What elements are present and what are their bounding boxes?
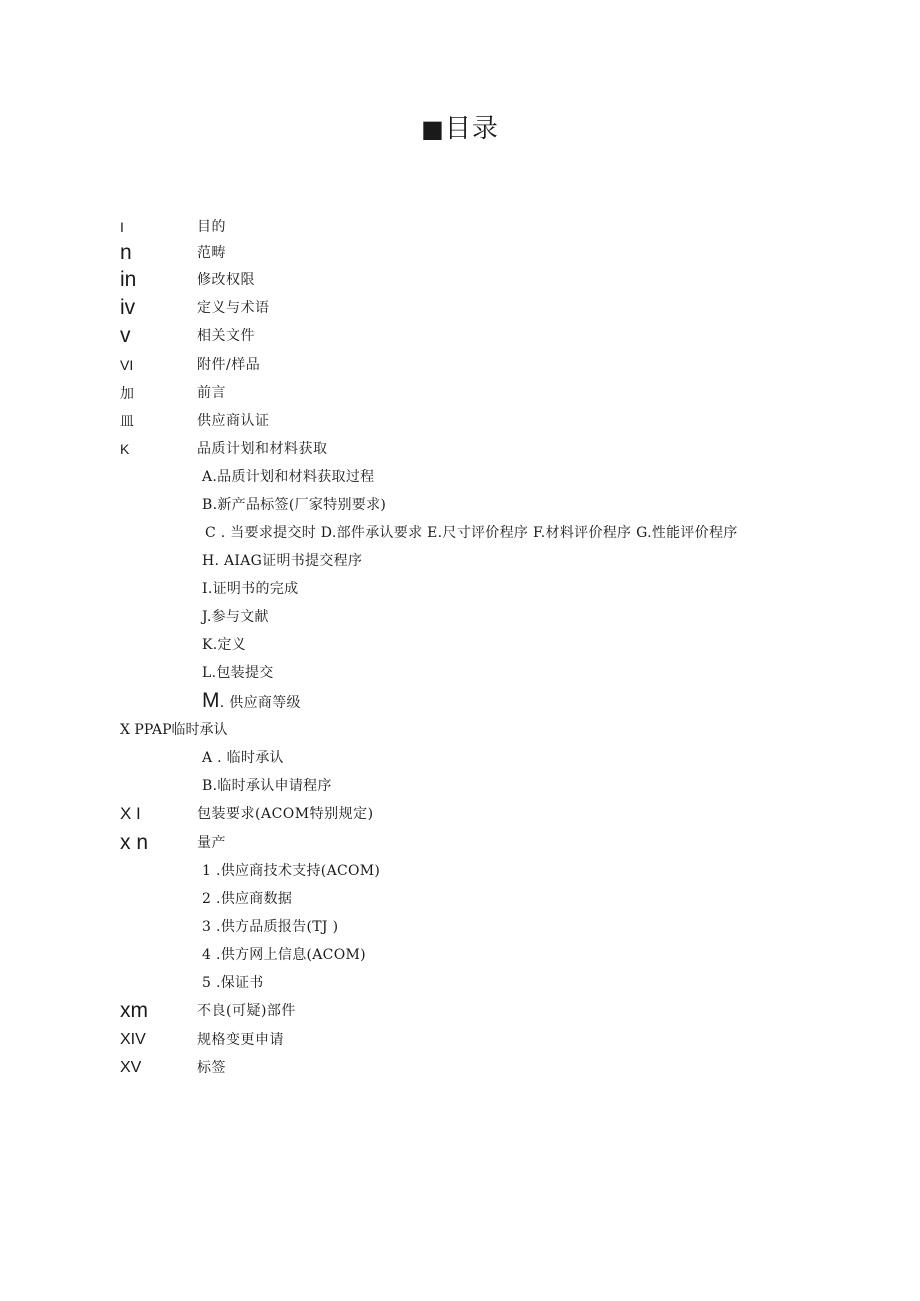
- toc-subentry-label: C . 当要求提交时 D.部件承认要求 E.尺寸评价程序 F.材料评价程序 G.性能评价程序: [205, 525, 738, 541]
- toc-entry-number: VI: [120, 357, 134, 373]
- toc-subentry-label: L.包装提交: [202, 665, 274, 681]
- toc-entry-label: 定义与术语: [197, 300, 270, 316]
- toc-entry-label: 包装要求(ACOM特别规定): [197, 806, 374, 822]
- toc-subentry-label: J.参与文献: [202, 609, 269, 625]
- toc-entry-number: v: [120, 324, 131, 347]
- toc-entry-number: XV: [120, 1059, 142, 1076]
- toc-entry-label: 标签: [197, 1060, 226, 1076]
- toc-subentry-label: 5 .保证书: [202, 975, 264, 991]
- toc-entry-number: n: [120, 241, 132, 264]
- toc-subentry-label: 2 .供应商数据: [202, 891, 293, 907]
- toc-entry-label: 相关文件: [197, 328, 255, 344]
- toc-entry-label: 品质计划和材料获取: [197, 441, 328, 457]
- toc-entry-label: 量产: [197, 835, 226, 851]
- toc-subentry-text: . 供应商等级: [219, 695, 301, 711]
- toc-entry-number: iv: [120, 296, 136, 319]
- toc-entry-label: 范畴: [197, 245, 226, 261]
- toc-entry-label: 目的: [197, 219, 226, 235]
- toc-entry-label: 附件/样品: [197, 357, 261, 373]
- square-bullet-icon: ■: [421, 115, 445, 143]
- toc-subentry-label: B.新产品标签(厂家特别要求): [202, 497, 387, 513]
- toc-entry-label: 不良(可疑)部件: [197, 1003, 296, 1019]
- toc-entry-number: xm: [120, 999, 148, 1022]
- page-title-text: 目录: [444, 114, 499, 144]
- toc-subentry-label: K.定义: [202, 637, 247, 653]
- toc-subentry-label: [202, 688, 301, 716]
- toc-subentry-letter: M: [202, 689, 220, 712]
- toc-entry-number: in: [120, 268, 137, 291]
- toc-subentry-label: 3 .供方品质报告(TJ ): [202, 919, 339, 935]
- toc-entry-number: x n: [120, 831, 149, 854]
- toc-entry-number: 加: [120, 385, 134, 401]
- toc-subentry-label: 4 .供方网上信息(ACOM): [202, 947, 366, 963]
- toc-entry-number: XIV: [120, 1031, 146, 1048]
- toc-entry-number: K: [120, 441, 130, 457]
- toc-subentry-label: A.品质计划和材料获取过程: [202, 469, 375, 485]
- toc-subentry-label: H. AIAG证明书提交程序: [202, 553, 363, 569]
- toc-entry-label: X PPAP临时承认: [120, 722, 228, 738]
- toc-entry-label: 修改权限: [197, 272, 255, 288]
- toc-entry-label: 规格变更申请: [197, 1032, 284, 1048]
- toc-subentry-label: I.证明书的完成: [202, 581, 299, 597]
- toc-subentry-label: B.临时承认申请程序: [202, 778, 332, 794]
- toc-entry-label: 供应商认证: [197, 413, 270, 429]
- toc-subentry-label: A . 临时承认: [202, 750, 284, 766]
- toc-entry-number: 皿: [120, 413, 134, 429]
- toc-entry-number: I: [120, 219, 124, 235]
- toc-subentry-label: 1 .供应商技术支持(ACOM): [202, 863, 381, 879]
- toc-entry-label: 前言: [197, 385, 226, 401]
- toc-entry-number: X I: [120, 804, 141, 823]
